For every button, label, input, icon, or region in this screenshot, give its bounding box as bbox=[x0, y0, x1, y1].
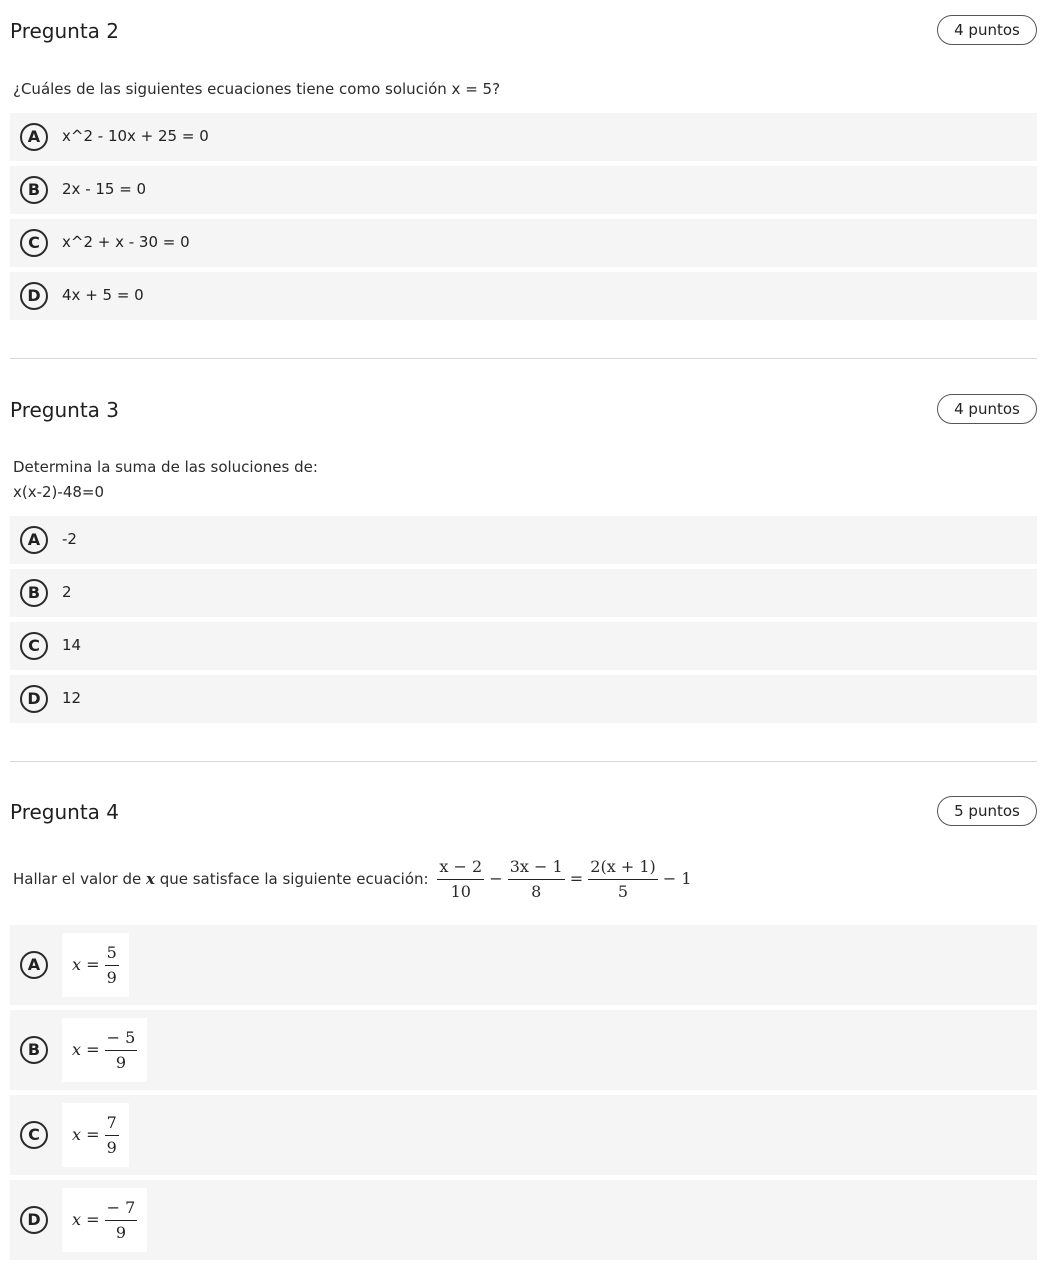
prompt-variable: x bbox=[145, 870, 155, 888]
answer-option-c[interactable] bbox=[10, 622, 1037, 670]
option-letter: C bbox=[20, 632, 48, 660]
question-prompt: Determina la suma de las soluciones de: bbox=[13, 458, 318, 476]
fraction-numerator: 7 bbox=[105, 1111, 119, 1136]
fraction bbox=[508, 855, 565, 904]
answer-option-b[interactable] bbox=[10, 569, 1037, 617]
option-letter: B bbox=[20, 1036, 48, 1064]
option-letter: C bbox=[20, 229, 48, 257]
fraction-denominator: 9 bbox=[115, 1053, 127, 1072]
option-letter: D bbox=[20, 1206, 48, 1234]
operator: − 1 bbox=[662, 869, 692, 888]
answer-option-a[interactable] bbox=[10, 925, 1037, 1005]
points-badge: 4 puntos bbox=[937, 394, 1037, 424]
option-letter: C bbox=[20, 1121, 48, 1149]
fraction-numerator: x − 2 bbox=[437, 855, 484, 880]
fraction bbox=[437, 855, 484, 904]
fraction bbox=[105, 1196, 138, 1245]
option-letter: A bbox=[20, 951, 48, 979]
points-badge: 5 puntos bbox=[937, 796, 1037, 826]
option-text: 2 bbox=[62, 583, 72, 601]
option-letter: D bbox=[20, 685, 48, 713]
question-title: Pregunta 3 bbox=[10, 398, 120, 422]
option-text: x^2 + x - 30 = 0 bbox=[62, 233, 190, 251]
answer-option-b[interactable] bbox=[10, 166, 1037, 214]
prompt-text-after: que satisface la siguiente ecuación: bbox=[159, 870, 429, 888]
question-equation: x(x-2)-48=0 bbox=[13, 483, 105, 501]
fraction-denominator: 10 bbox=[450, 882, 471, 901]
fraction bbox=[105, 1026, 138, 1075]
answer-option-d[interactable] bbox=[10, 675, 1037, 723]
option-letter: A bbox=[20, 526, 48, 554]
equals-sign: = bbox=[569, 869, 584, 888]
math-lhs: x = bbox=[72, 1125, 100, 1144]
fraction-denominator: 9 bbox=[106, 1138, 117, 1157]
fraction-numerator: − 5 bbox=[105, 1026, 138, 1051]
question-prompt: ¿Cuáles de las siguientes ecuaciones tiene como solución x = 5? bbox=[13, 80, 501, 98]
option-math bbox=[62, 933, 129, 997]
answer-option-d[interactable] bbox=[10, 1180, 1037, 1260]
question-3 bbox=[10, 393, 1037, 708]
prompt-text-before: Hallar el valor de bbox=[13, 870, 142, 888]
answer-option-c[interactable] bbox=[10, 219, 1037, 267]
option-text: 14 bbox=[62, 636, 82, 654]
option-letter: B bbox=[20, 579, 48, 607]
fraction-denominator: 9 bbox=[115, 1223, 127, 1242]
answer-option-a[interactable] bbox=[10, 113, 1037, 161]
fraction-denominator: 9 bbox=[106, 968, 117, 987]
fraction bbox=[588, 855, 657, 904]
section-divider bbox=[10, 358, 1037, 359]
option-text: 12 bbox=[62, 689, 82, 707]
fraction bbox=[105, 1111, 119, 1160]
option-text: 2x - 15 = 0 bbox=[62, 180, 147, 198]
question-prompt bbox=[13, 855, 692, 904]
option-text: 4x + 5 = 0 bbox=[62, 286, 144, 304]
math-lhs: x = bbox=[72, 955, 100, 974]
fraction-denominator: 8 bbox=[531, 882, 542, 901]
math-lhs: x = bbox=[72, 1040, 100, 1059]
question-header bbox=[10, 393, 1037, 427]
answer-option-a[interactable] bbox=[10, 516, 1037, 564]
fraction-numerator: 3x − 1 bbox=[508, 855, 565, 880]
fraction-numerator: 2(x + 1) bbox=[588, 855, 657, 880]
fraction-numerator: 5 bbox=[105, 941, 119, 966]
option-letter: B bbox=[20, 176, 48, 204]
option-math bbox=[62, 1103, 129, 1167]
fraction-denominator: 5 bbox=[617, 882, 629, 901]
option-text: -2 bbox=[62, 530, 77, 548]
question-title: Pregunta 4 bbox=[10, 800, 120, 824]
answer-option-c[interactable] bbox=[10, 1095, 1037, 1175]
points-badge: 4 puntos bbox=[937, 15, 1037, 45]
operator: − bbox=[489, 869, 503, 888]
question-4 bbox=[10, 795, 1037, 1242]
question-2 bbox=[10, 14, 1037, 305]
option-letter: D bbox=[20, 282, 48, 310]
option-math bbox=[62, 1018, 147, 1082]
question-header bbox=[10, 795, 1037, 829]
option-text: x^2 - 10x + 25 = 0 bbox=[62, 127, 209, 145]
question-title: Pregunta 2 bbox=[10, 19, 120, 43]
question-header bbox=[10, 14, 1037, 48]
answer-option-d[interactable] bbox=[10, 272, 1037, 320]
math-lhs: x = bbox=[72, 1210, 100, 1229]
option-math bbox=[62, 1188, 147, 1252]
fraction-numerator: − 7 bbox=[105, 1196, 138, 1221]
option-letter: A bbox=[20, 123, 48, 151]
answer-option-b[interactable] bbox=[10, 1010, 1037, 1090]
equation bbox=[437, 857, 692, 901]
section-divider bbox=[10, 761, 1037, 762]
fraction bbox=[105, 941, 119, 990]
